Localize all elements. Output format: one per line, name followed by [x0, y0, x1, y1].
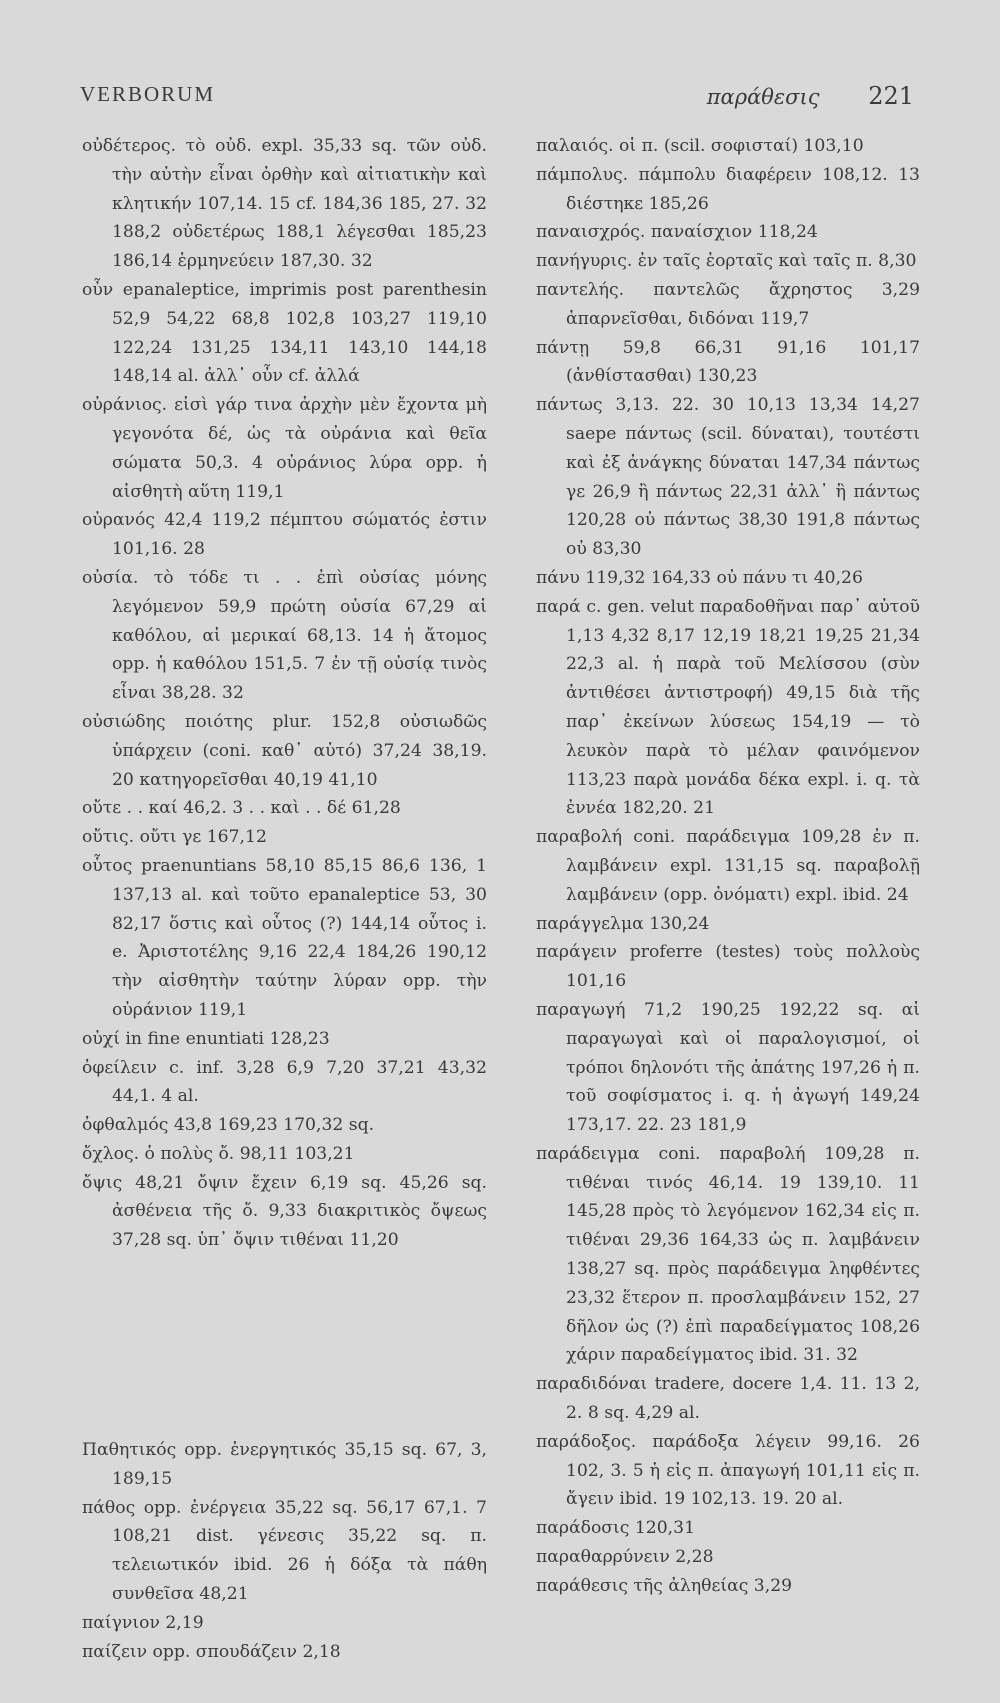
index-entry: οὐσία. τὸ τόδε τι . . ἐπὶ οὐσίας μόνης λεγόμενον 59,9 πρώτη οὐσία 67,29 αἱ καθόλου, αἱ μερικαί 68,13. 14 ἡ ἄτομος opp. ἡ καθόλου 151,5. 7 ἐν τῇ οὐσίᾳ τινὸς εἶναι 38,28. 32 — [82, 567, 487, 704]
index-entry: παίζειν opp. σπουδάζειν 2,18 — [82, 1641, 341, 1662]
running-header — [80, 82, 914, 116]
index-entry: παράδοσις 120,31 — [536, 1518, 696, 1539]
index-entry: παραβολή coni. παράδειγμα 109,28 ἐν π. λαμβάνειν expl. 131,15 sq. παραβολῇ λαμβάνειν (opp. ὀνόματι) expl. ibid. 24 — [536, 827, 920, 905]
index-entry: πάνυ 119,32 164,33 οὐ πάνυ τι 40,26 — [536, 567, 863, 588]
index-entry: παράγγελμα 130,24 — [536, 913, 710, 934]
index-entry: ὀφθαλμός 43,8 169,23 170,32 sq. — [82, 1115, 375, 1136]
index-entry: οὔτις. οὔτι γε 167,12 — [82, 827, 267, 848]
index-entry: παραθαρρύνειν 2,28 — [536, 1547, 714, 1568]
index-entry: οὐδέτερος. τὸ οὐδ. expl. 35,33 sq. τῶν οὐδ. τὴν αὐτὴν εἶναι ὀρθὴν καὶ αἰτιατικὴν καὶ κλητικήν 107,14. 15 cf. 184,36 185, 27. 32 188,2 οὐδετέρως 188,1 λέγεσθαι 185,23 186,14 ἑρμηνεύειν 187,30. 32 — [82, 136, 487, 272]
right-column — [536, 132, 920, 1601]
index-entry: παράδειγμα coni. παραβολή 109,28 π. τιθέναι τινός 46,14. 19 139,10. 11 145,28 πρὸς τὸ λεγόμενον 162,34 εἰς π. τιθέναι 29,36 164,33 ὡς π. λαμβάνειν 138,27 sq. πρὸς παράδειγμα ληφθέντες 23,32 ἕτερον π. προσλαμβάνειν 152, 27 δῆλον ὡς (?) ἐπὶ παραδείγματος 108,26 χάριν παραδείγματος ibid. 31. 32 — [536, 1143, 920, 1366]
index-entry: Παθητικός opp. ἐνεργητικός 35,15 sq. 67, 3, 189,15 — [82, 1440, 487, 1489]
index-entry: παλαιός. οἱ π. (scil. σοφισταί) 103,10 — [536, 136, 864, 156]
header-right — [707, 82, 914, 110]
index-entry: ὄχλος. ὁ πολὺς ὄ. 98,11 103,21 — [82, 1143, 355, 1164]
index-entry: ὀφείλειν c. inf. 3,28 6,9 7,20 37,21 43,32 44,1. 4 al. — [82, 1057, 487, 1107]
index-entry: παίγνιον 2,19 — [82, 1612, 204, 1633]
index-entry: παράγειν proferre (testes) τοὺς πολλοὺς 101,16 — [536, 942, 920, 992]
index-entry: πάθος opp. ἐνέργεια 35,22 sq. 56,17 67,1. 7 108,21 dist. γένεσις 35,22 sq. π. τελειωτικόν ibid. 26 ἡ δόξα τὰ πάθη συνθεῖσα 48,21 — [82, 1497, 487, 1605]
index-entry: οὐράνιος. εἰσὶ γάρ τινα ἀρχὴν μὲν ἔχοντα μὴ γεγονότα δέ, ὡς τὰ οὐράνια καὶ θεῖα σώματα 50,3. 4 οὐράνιος λύρα opp. ἡ αἰσθητὴ αὕτη 119,1 — [82, 395, 487, 502]
header-title: VERBORUM — [80, 82, 216, 106]
index-entry: παναισχρός. παναίσχιον 118,24 — [536, 222, 818, 243]
index-entry: πάντως 3,13. 22. 30 10,13 13,34 14,27 saepe πάντως (scil. δύναται), τουτέστι καὶ ἐξ ἀνάγκης δύναται 147,34 πάντως γε 26,9 ἢ πάντως 22,31 ἀλλ᾽ ἢ πάντως 120,28 οὐ πάντως 38,30 191,8 πάντως οὐ 83,30 — [536, 395, 920, 560]
index-entry: παντελής. παντελῶς ἄχρηστος 3,29 ἀπαρνεῖσθαι, διδόναι 119,7 — [536, 279, 920, 329]
index-entry: οὐρανός 42,4 119,2 πέμπτου σώματός ἐστιν 101,16. 28 — [82, 510, 487, 560]
index-entry: πανήγυρις. ἐν ταῖς ἑορταῖς καὶ ταῖς π. 8,30 — [536, 251, 917, 272]
index-entry: παραγωγή 71,2 190,25 192,22 sq. αἱ παραγωγαὶ καὶ οἱ παραλογισμοί, οἱ τρόποι δηλονότι τῆς ἀπάτης 197,26 ἡ π. τοῦ σοφίσματος i. q. ἡ ἀγωγή 149,24 173,17. 22. 23 181,9 — [536, 999, 920, 1136]
index-entry: πάμπολυς. πάμπολυ διαφέρειν 108,12. 13 διέστηκε 185,26 — [536, 164, 920, 214]
left-column — [82, 132, 487, 1666]
section-gap — [82, 1255, 487, 1436]
index-entry: οὐχί in fine enuntiati 128,23 — [82, 1028, 330, 1049]
index-entry: οὐσιώδης ποιότης plur. 152,8 οὐσιωδῶς ὑπάρχειν (coni. καθ᾽ αὐτό) 37,24 38,19. 20 κατηγορεῖσθαι 40,19 41,10 — [82, 711, 487, 790]
index-entry: πάντῃ 59,8 66,31 91,16 101,17 (ἀνθίστασθαι) 130,23 — [536, 337, 920, 387]
index-entry: παράθεσις τῆς ἀληθείας 3,29 — [536, 1575, 793, 1596]
header-catchword: παράθεσις — [706, 85, 820, 109]
index-entry: παραδιδόναι tradere, docere 1,4. 11. 13 2, 2. 8 sq. 4,29 al. — [536, 1374, 920, 1424]
page-number: 221 — [868, 82, 914, 110]
index-entry: ὄψις 48,21 ὄψιν ἔχειν 6,19 sq. 45,26 sq. ἀσθένεια τῆς ὄ. 9,33 διακριτικὸς ὄψεως 37,28 sq. ὑπ᾽ ὄψιν τιθέναι 11,20 — [82, 1172, 487, 1251]
index-entry: παρά c. gen. velut παραδοθῆναι παρ᾽ αὐτοῦ 1,13 4,32 8,17 12,19 18,21 19,25 21,34 22,3 al. ἡ παρὰ τοῦ Μελίσσου (σὺν ἀντιθέσει ἀντιστροφή) 49,15 διὰ τῆς παρ᾽ ἐκείνων λύσεως 154,19 — τὸ λευκὸν παρὰ τὸ μέλαν φαινόμενον 113,23 παρὰ μονάδα δέκα expl. i. q. τὰ ἐννέα 182,20. 21 — [536, 596, 920, 819]
index-entry: οὖν epanaleptice, imprimis post parenthesin 52,9 54,22 68,8 102,8 103,27 119,10 122,24 131,25 134,11 143,10 144,18 148,14 al. ἀλλ᾽ οὖν cf. ἀλλά — [82, 279, 487, 387]
index-entry: παράδοξος. παράδοξα λέγειν 99,16. 26 102, 3. 5 ἡ εἰς π. ἀπαγωγή 101,11 εἰς π. ἄγειν ibid. 19 102,13. 19. 20 al. — [536, 1431, 920, 1510]
index-entry: οὔτε . . καί 46,2. 3 . . καὶ . . δέ 61,28 — [82, 798, 401, 819]
index-entry: οὗτος praenuntians 58,10 85,15 86,6 136, 1 137,13 al. καὶ τοῦτο epanaleptice 53, 30 82,17 ὅστις καὶ οὗτος (?) 144,14 οὗτος i. e. Ἀριστοτέλης 9,16 22,4 184,26 190,12 τὴν αἰσθητὴν ταύτην λύραν opp. τὴν οὐράνιον 119,1 — [82, 855, 487, 1020]
